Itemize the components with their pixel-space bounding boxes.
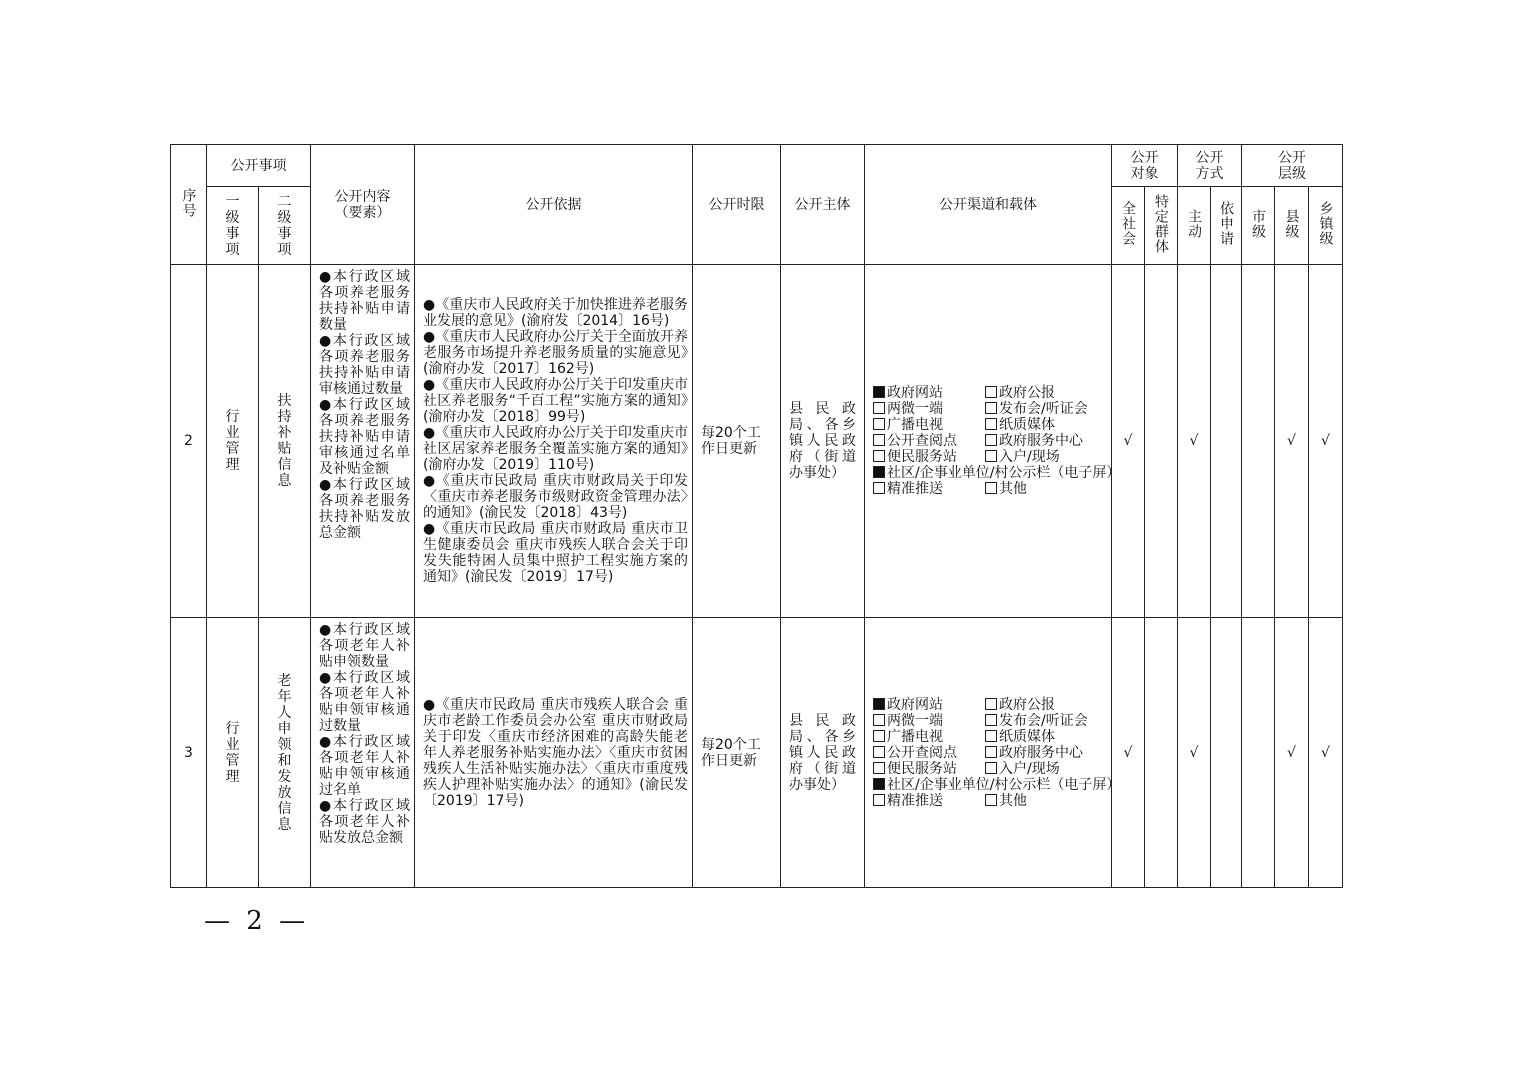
check-apply: [1211, 618, 1242, 888]
table-row: [171, 618, 1343, 888]
checkbox-checked-icon: [873, 466, 885, 478]
row-time-limit: 每20个工作日更新: [693, 265, 781, 618]
check-town: √: [1309, 265, 1343, 618]
row-basis: ●《重庆市人民政府关于加快推进养老服务业发展的意见》(渝府发〔2014〕16号) ●《重庆市人民政府办公厅关于全面放开养老服务市场提升养老服务质量的实施意见》(渝府办发〔2017〕162号) ●《重庆市人民政府办公厅关于印发重庆市社区养老服务“千百工程”实施方案的通知》(渝府办发〔2018〕99号) ●《重庆市人民政府办公厅关于印发重庆市社区居家养老服务全覆盖实施方案的通知》(渝府办发〔2019〕110号) ●《重庆市民政局 重庆市财政局关于印发〈重庆市养老服务市级财政资金管理办法〉的通知》(渝民发〔2018〕43号) ●《重庆市民政局 重庆市财政局 重庆市卫生健康委员会 重庆市残疾人联合会关于印发失能特困人员集中照护工程实施方案的通知》(渝民发〔2019〕17号): [415, 265, 693, 618]
check-county: √: [1275, 618, 1309, 888]
disclosure-table: [170, 144, 1343, 888]
checkbox-checked-icon: [873, 778, 885, 790]
checkbox-icon: [985, 794, 997, 806]
checkbox-icon: [985, 482, 997, 494]
checkbox-icon: [873, 714, 885, 726]
header-method-apply: 依申请: [1211, 187, 1242, 265]
checkbox-checked-icon: [873, 698, 885, 710]
check-county: √: [1275, 265, 1309, 618]
check-all: √: [1112, 618, 1145, 888]
row-level2: 老年人申领和发放信息: [259, 618, 311, 888]
checkbox-icon: [985, 418, 997, 430]
checkbox-icon: [873, 418, 885, 430]
header-method: 公开方式: [1178, 145, 1242, 187]
check-apply: [1211, 265, 1242, 618]
row-subject: 县民政局、各乡镇人民政府（街道办事处）: [781, 618, 865, 888]
check-group: [1145, 618, 1178, 888]
row-time-limit: 每20个工作日更新: [693, 618, 781, 888]
row-content: ●本行政区域各项老年人补贴申领数量 ●本行政区域各项老年人补贴申领审核通过数量 ●本行政区域各项老年人补贴申领审核通过名单 ●本行政区域各项老年人补贴发放总金额: [311, 618, 415, 888]
checkbox-icon: [985, 730, 997, 742]
checkbox-icon: [873, 450, 885, 462]
checkbox-icon: [873, 402, 885, 414]
header-basis: 公开依据: [415, 145, 693, 265]
header-target-group: 特定群体: [1145, 187, 1178, 265]
check-group: [1145, 265, 1178, 618]
header-level-town: 乡镇级: [1309, 187, 1343, 265]
header-subject: 公开主体: [781, 145, 865, 265]
row-basis: ●《重庆市民政局 重庆市残疾人联合会 重庆市老龄工作委员会办公室 重庆市财政局关于印发〈重庆市经济困难的高龄失能老年人养老服务补贴实施办法〉〈重庆市贫困残疾人生活补贴实施办法〉〈重庆市重度残疾人护理补贴实施办法〉的通知》(渝民发〔2019〕17号): [415, 618, 693, 888]
checkbox-icon: [873, 482, 885, 494]
row-channels: 政府网站 政府公报 两微一端 发布会/听证会 广播电视 纸质媒体 公开查阅点 政府服务中心 便民服务站 入户/现场 社区/企事业单位/村公示栏（电子屏） 精准推送 其他: [865, 265, 1112, 618]
row-seq: 3: [171, 618, 207, 888]
check-active: √: [1178, 618, 1211, 888]
row-level1: 行业管理: [207, 618, 259, 888]
check-town: √: [1309, 618, 1343, 888]
checkbox-icon: [873, 434, 885, 446]
checkbox-icon: [985, 402, 997, 414]
checkbox-icon: [985, 386, 997, 398]
row-channels: 政府网站 政府公报 两微一端 发布会/听证会 广播电视 纸质媒体 公开查阅点 政府服务中心 便民服务站 入户/现场 社区/企事业单位/村公示栏（电子屏） 精准推送 其他: [865, 618, 1112, 888]
header-level-city: 市级: [1242, 187, 1275, 265]
checkbox-icon: [985, 762, 997, 774]
header-seq: 序号: [171, 145, 207, 265]
header-level1: 一级事项: [207, 187, 259, 265]
checkbox-icon: [985, 746, 997, 758]
header-items: 公开事项: [207, 145, 311, 187]
header-method-active: 主动: [1178, 187, 1211, 265]
check-active: √: [1178, 265, 1211, 618]
table-row: [171, 265, 1343, 618]
header-level-county: 县级: [1275, 187, 1309, 265]
row-level1: 行业管理: [207, 265, 259, 618]
checkbox-icon: [985, 698, 997, 710]
header-target: 公开对象: [1112, 145, 1178, 187]
row-seq: 2: [171, 265, 207, 618]
header-content: 公开内容（要素）: [311, 145, 415, 265]
header-target-all: 全社会: [1112, 187, 1145, 265]
header-level2: 二级事项: [259, 187, 311, 265]
checkbox-icon: [873, 730, 885, 742]
checkbox-icon: [873, 794, 885, 806]
row-content: ●本行政区域各项养老服务扶持补贴申请数量 ●本行政区域各项养老服务扶持补贴申请审核通过数量 ●本行政区域各项养老服务扶持补贴申请审核通过名单及补贴金额 ●本行政区域各项养老服务扶持补贴发放总金额: [311, 265, 415, 618]
check-all: √: [1112, 265, 1145, 618]
page-number: — 2 —: [204, 906, 310, 936]
header-level: 公开层级: [1242, 145, 1343, 187]
header-time-limit: 公开时限: [693, 145, 781, 265]
check-city: [1242, 265, 1275, 618]
header-channels: 公开渠道和载体: [865, 145, 1112, 265]
checkbox-icon: [985, 434, 997, 446]
checkbox-icon: [985, 450, 997, 462]
check-city: [1242, 618, 1275, 888]
row-subject: 县民政局、各乡镇人民政府（街道办事处）: [781, 265, 865, 618]
checkbox-icon: [985, 714, 997, 726]
row-level2: 扶持补贴信息: [259, 265, 311, 618]
checkbox-icon: [873, 746, 885, 758]
checkbox-icon: [873, 762, 885, 774]
checkbox-checked-icon: [873, 386, 885, 398]
